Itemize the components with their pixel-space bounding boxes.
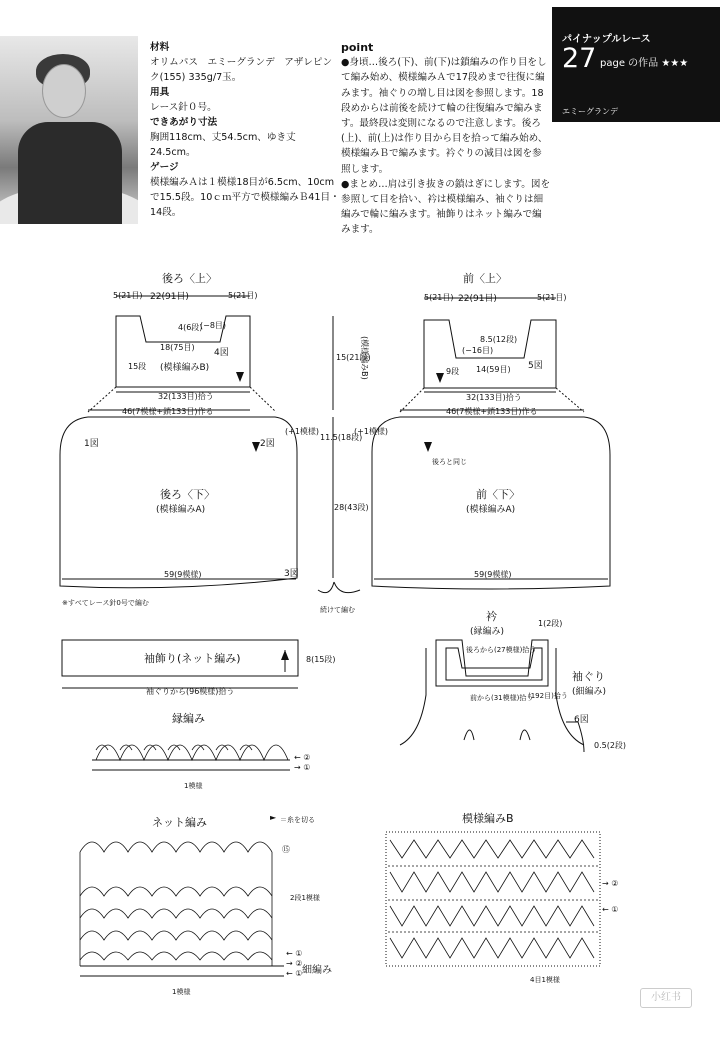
yarn-brand: エミーグランデ — [562, 107, 618, 116]
point-body: ●身頃…後ろ(下)、前(下)は鎖編みの作り目をして編み始め、模様編みＡで17段めまで往復に編みます。袖ぐりの増し目は図を参照します。18段めからは前後を続けて輪の往復編みで編みます。最終段は変則になるので注意します。後ろ(上)、前(上)は作り目から目を拾って編み始め、模様編みＢで編みます。衿ぐりの減目は図を参照します。 — [341, 57, 548, 175]
collar-pattern: (縁編み) — [470, 627, 505, 637]
svg-text:→ ①: → ① — [294, 763, 311, 772]
size-value: 胸囲118cm、丈54.5cm、ゆき丈24.5cm。 — [150, 132, 296, 158]
back-neck-step: (−8目) — [200, 321, 227, 330]
net-repeat-rows: 2段1模様 — [290, 894, 320, 902]
sleeve-band-title: 袖飾り(ネット編み) — [144, 652, 241, 665]
sleeve-band-pick: 袖ぐりから(96模様)拾う — [146, 687, 235, 696]
back-top-width: 22(91目) — [150, 292, 189, 302]
svg-text:← ①: ← ① — [286, 949, 303, 958]
back-pickup: 32(133目)拾う — [158, 392, 214, 401]
front-neck-step: (−16目) — [462, 346, 494, 355]
gauge-heading: ゲージ — [150, 162, 179, 173]
back-top-pattern: (模様編みB) — [160, 363, 210, 373]
armhole-title: 袖ぐり — [572, 670, 605, 683]
armhole-rows: 0.5(2段) — [594, 741, 627, 750]
front-neck-width: 14(59目) — [476, 365, 511, 374]
same-as-back: 後ろと同じ — [432, 458, 467, 466]
front-armhole-inc: (+1模様) — [354, 427, 389, 436]
materials-value: オリムパス エミーグランデ アザレピンク(155) 335g/7玉。 — [150, 57, 333, 83]
front-top-title: 前〈上〉 — [463, 272, 507, 285]
armhole-pattern: (細編み) — [572, 687, 607, 697]
point-finishing: ●まとめ…肩は引き抜きの鎖はぎにします。図を参照して目を拾い、衿は模様編み、袖ぐりは細編みで輪に編みます。袖飾りはネット編みで編みます。 — [341, 178, 551, 236]
front-bottom-title: 前〈下〉 — [476, 488, 520, 501]
svg-text:← ①: ← ① — [286, 969, 303, 978]
back-neck-depth: 4(6段) — [178, 323, 203, 332]
patternB-repeat: 4目1模様 — [530, 976, 560, 984]
edging-title: 縁編み — [172, 712, 205, 725]
top-height: 15(21段) — [336, 353, 371, 362]
collar-back-pick: 後ろから(27模様)拾う — [466, 646, 537, 654]
front-top-width: 22(91目) — [458, 294, 497, 304]
net-repeat: 1模様 — [172, 988, 191, 996]
armhole-height: 11.5(18段) — [320, 433, 363, 442]
body-height: 28(43段) — [334, 503, 369, 512]
front-bottom-outline — [372, 417, 610, 589]
svg-text:→ ②: → ② — [286, 959, 303, 968]
collar-front-pick: 前から(31模様)拾う — [470, 694, 534, 702]
front-bottom-pattern: (模様編みA) — [466, 505, 516, 515]
sleeve-band-height: 8(15段) — [306, 655, 336, 664]
series-title: パイナップルレース — [562, 34, 651, 45]
svg-text:← ②: ← ② — [294, 753, 311, 762]
page-number: 27 — [562, 43, 597, 74]
needle-note: ※すべてレース針0号で編む — [62, 599, 149, 607]
back-neck-width: 18(75目) — [160, 343, 195, 352]
front-top-pattern: (模様編みB) — [360, 336, 369, 380]
page-suffix: page の作品 — [600, 58, 659, 69]
materials-heading: 材料 — [150, 42, 170, 53]
edging-repeat: 1模様 — [184, 782, 203, 790]
front-pickup: 32(133目)拾う — [466, 393, 522, 402]
difficulty-stars: ★★★ — [661, 58, 689, 69]
front-neck-depth: 8.5(12段) — [480, 335, 518, 344]
net-row-15: ⑮ — [282, 845, 290, 854]
svg-text:← ①: ← ① — [602, 905, 619, 914]
fig-5: 5図 — [528, 361, 543, 371]
back-bottom-title: 後ろ〈下〉 — [160, 488, 215, 501]
net-title: ネット編み — [152, 816, 207, 829]
single-crochet-label: 細編み — [302, 965, 332, 976]
front-hem-width: 59(9模様) — [474, 570, 512, 579]
fig-4: 4図 — [214, 348, 229, 358]
armhole-pick: (192目)拾う — [528, 692, 568, 700]
front-shoulder-right: 5(21目) — [537, 293, 567, 302]
cut-note: ＝糸を切る — [280, 816, 315, 824]
front-cast-on: 46(7模様+鎖133目)作る — [446, 407, 538, 416]
tools-value: レース針０号。 — [150, 102, 217, 113]
continue-note: 続けて編む — [320, 606, 355, 614]
collar-rows: 1(2段) — [538, 619, 563, 628]
fig-3: 3図 — [284, 569, 299, 579]
watermark: 小红书 — [640, 988, 692, 1008]
back-bottom-pattern: (模様編みA) — [156, 505, 206, 515]
size-heading: できあがり寸法 — [150, 117, 218, 128]
point-heading: point — [341, 41, 374, 54]
svg-text:→ ②: → ② — [602, 879, 619, 888]
patternB-title: 模様編みB — [462, 812, 514, 825]
back-top-title: 後ろ〈上〉 — [162, 272, 217, 285]
gauge-value: 模様編みＡは１模様18目が6.5cm、10cmで15.5段。10ｃｍ平方で模様編みＢ41目・14段。 — [150, 177, 340, 218]
svg-text:►: ► — [270, 813, 277, 822]
back-cast-on: 46(7模様+鎖133目)作る — [122, 407, 214, 416]
fig-1: 1図 — [84, 439, 99, 449]
front-shoulder-left: 5(21目) — [424, 293, 454, 302]
back-hem-width: 59(9模様) — [164, 570, 202, 579]
back-shoulder-left: 5(21目) — [113, 291, 143, 300]
collar-title: 衿 — [486, 610, 497, 623]
back-armhole-inc: (+1模様) — [285, 427, 320, 436]
back-shoulder-right: 5(21目) — [228, 291, 258, 300]
fig-2: 2図 — [260, 439, 275, 449]
fig-6: 6図 — [574, 715, 589, 725]
front-rows: 9段 — [446, 367, 460, 376]
tools-heading: 用具 — [150, 87, 170, 98]
back-rows: 15段 — [128, 362, 147, 371]
